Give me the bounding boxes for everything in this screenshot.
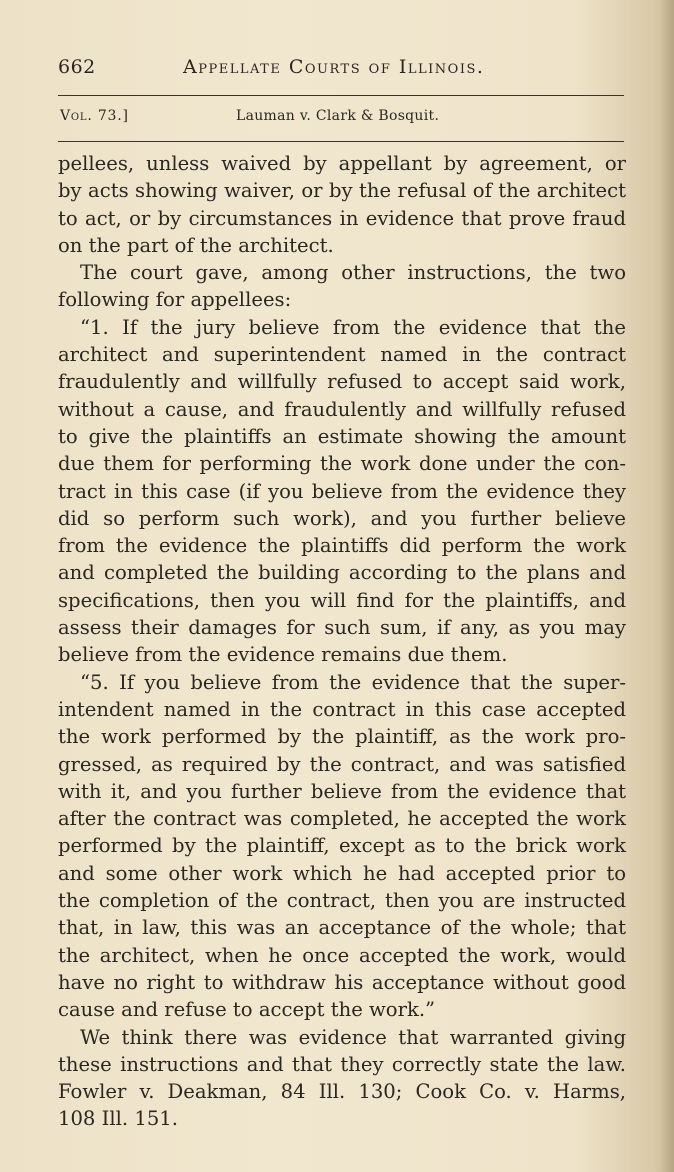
text-line: to give the plaintiffs an estimate showing the amount: [58, 424, 626, 448]
case-subheader: [60, 108, 620, 130]
header-rule-bottom: [58, 141, 624, 142]
text-line: pellees, unless waived by appellant by agreement, or: [58, 152, 626, 175]
text-line: on the part of the architect.: [58, 233, 334, 257]
text-line: the architect, when he once accepted the work, would: [58, 943, 626, 967]
text-line: following for appellees:: [58, 288, 292, 312]
text-line: Fowler v. Deakman, 84 Ill. 130; Cook Co. v. Harms,: [58, 1080, 626, 1104]
text-line: gressed, as required by the contract, and was satisfied: [58, 752, 626, 776]
text-line: and completed the building according to the plans and: [58, 561, 626, 585]
text-line: fraudulently and willfully refused to accept said work,: [58, 370, 626, 394]
text-line: the work performed by the plaintiff, as the work pro-: [58, 725, 626, 749]
text-line: from the evidence the plaintiffs did perform the work: [58, 534, 626, 558]
text-line: architect and superintendent named in the contract: [58, 343, 626, 367]
text-line: due them for performing the work done under the con-: [58, 452, 626, 476]
page-edge-shadow: [660, 0, 674, 1172]
text-line: assess their damages for such sum, if any, as you may: [58, 616, 626, 640]
text-line: with it, and you further believe from the evidence that: [58, 779, 626, 803]
text-line: tract in this case (if you believe from the evidence they: [58, 479, 626, 503]
text-line: believe from the evidence remains due them.: [58, 643, 508, 667]
text-line: that, in law, this was an acceptance of the whole; that: [58, 916, 626, 940]
text-line: and some other work which he had accepted prior to: [58, 861, 626, 885]
page-number: 662: [58, 56, 96, 78]
text-line: 108 Ill. 151.: [58, 1107, 178, 1131]
volume-label: Vol. 73.]: [60, 108, 129, 124]
running-head: [58, 56, 618, 82]
text-line: performed by the plaintiff, except as to the brick work: [58, 834, 626, 858]
text-line: The court gave, among other instructions, the two: [80, 261, 626, 285]
text-line: “5. If you believe from the evidence that the super-: [80, 670, 626, 694]
text-line: intendent named in the contract in this case accepted: [58, 697, 626, 721]
text-line: to act, or by circumstances in evidence that prove fraud: [58, 206, 626, 230]
running-title: Appellate Courts of Illinois.: [183, 56, 485, 78]
text-line: by acts showing waiver, or by the refusal of the architect: [58, 179, 626, 203]
text-line: “1. If the jury believe from the evidence that the: [80, 315, 626, 339]
text-line: cause and refuse to accept the work.”: [58, 998, 436, 1022]
text-line: without a cause, and fraudulently and willfully refused: [58, 397, 626, 421]
text-line: have no right to withdraw his acceptance without good: [58, 970, 626, 994]
text-line: specifications, then you will find for the plaintiffs, and: [58, 588, 626, 612]
body-text: [58, 150, 626, 1133]
text-line: did so perform such work), and you further believe: [58, 506, 626, 530]
case-name: Lauman v. Clark & Bosquit.: [236, 108, 440, 124]
text-line: We think there was evidence that warranted giving: [80, 1025, 626, 1049]
text-line: these instructions and that they correctly state the law.: [58, 1052, 626, 1076]
text-line: the completion of the contract, then you are instructed: [58, 889, 626, 913]
header-rule-top: [58, 95, 624, 96]
text-line: after the contract was completed, he accepted the work: [58, 807, 626, 831]
